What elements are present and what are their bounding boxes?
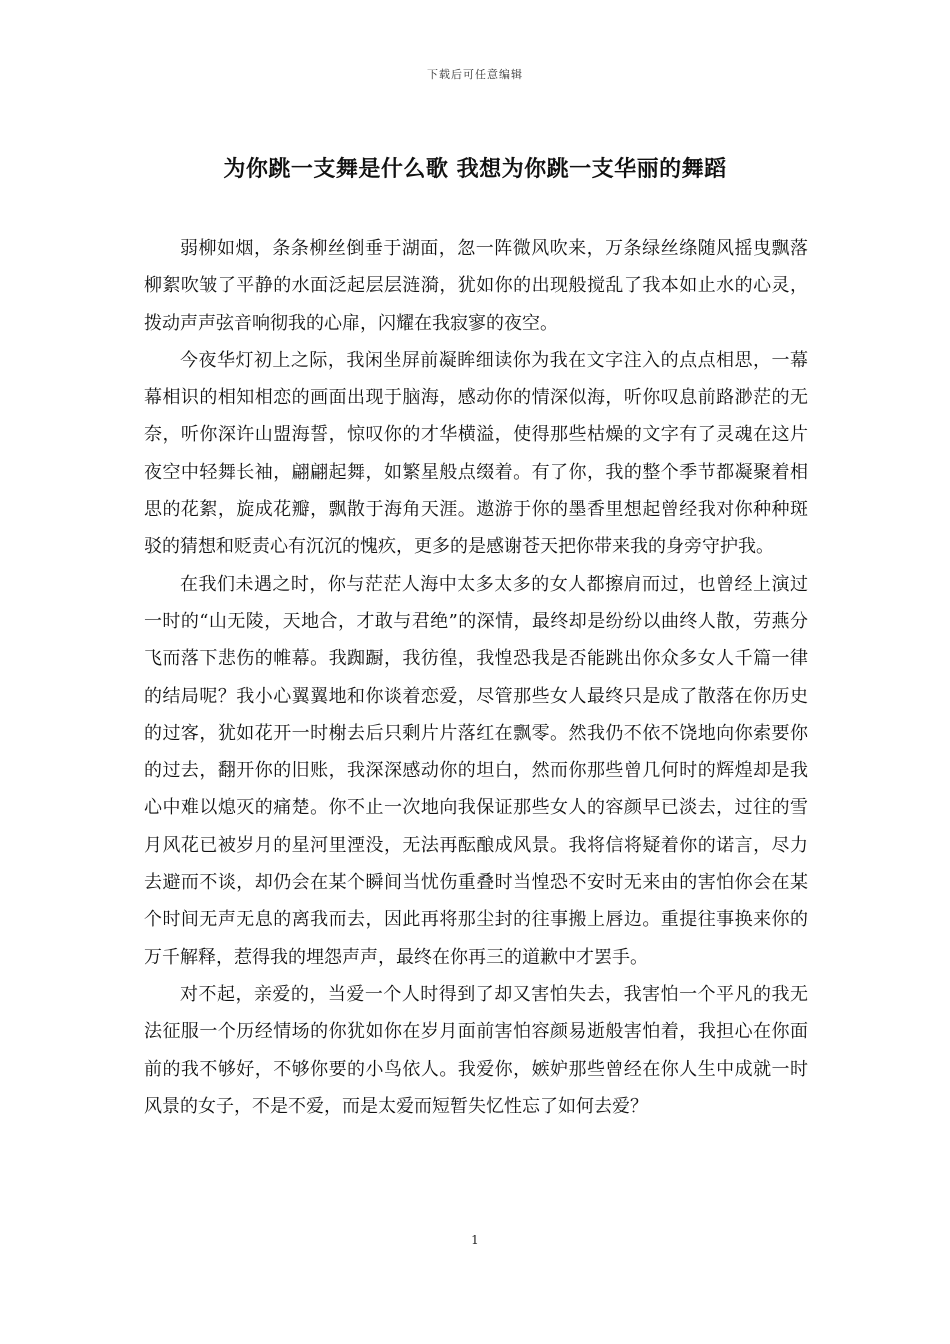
paragraph: 今夜华灯初上之际，我闲坐屏前凝眸细读你为我在文字注入的点点相思，一幕幕相识的相知相恋的画面出现于脑海，感动你的情深似海，听你叹息前路渺茫的无奈，听你深许山盟海誓，惊叹你的才华横溢，使得那些枯燥的文字有了灵魂在这片夜空中轻舞长袖，翩翩起舞，如繁星般点缀着。有了你，我的整个季节都凝聚着相思的花絮，旋成花瓣，飘散于海角天涯。遨游于你的墨香里想起曾经我对你种种斑驳的猜想和贬责心有沉沉的愧疚，更多的是感谢苍天把你带来我的身旁守护我。	[144, 349, 808, 558]
page-number: 1	[471, 1233, 479, 1247]
paragraph: 对不起，亲爱的，当爱一个人时得到了却又害怕失去，我害怕一个平凡的我无法征服一个历经情场的你犹如你在岁月面前害怕容颜易逝般害怕着，我担心在你面前的我不够好，不够你要的小鸟依人。我爱你，嫉妒那些曾经在你人生中成就一时风景的女子，不是不爱，而是太爱而短暂失忆性忘了如何去爱？	[144, 983, 808, 1117]
page-header: 下载后可任意编辑	[427, 68, 523, 81]
paragraph: 弱柳如烟，条条柳丝倒垂于湖面，忽一阵微风吹来，万条绿丝绦随风摇曳飘落柳絮吹皱了平静的水面泛起层层涟漪，犹如你的出现般搅乱了我本如止水的心灵，拨动声声弦音响彻我的心扉，闪耀在我寂寥的夜空。	[144, 238, 808, 334]
document-title: 为你跳一支舞是什么歌 我想为你跳一支华丽的舞蹈	[223, 156, 727, 182]
paragraph: 在我们未遇之时，你与茫茫人海中太多太多的女人都擦肩而过，也曾经上演过一时的“山无陵，天地合，才敢与君绝”的深情，最终却是纷纷以曲终人散，劳燕分飞而落下悲伤的帷幕。我踟蹰，我彷徨，我惶恐我是否能跳出你众多女人千篇一律的结局呢？我小心翼翼地和你谈着恋爱，尽管那些女人最终只是成了散落在你历史的过客，犹如花开一时榭去后只剩片片落红在飘零。然我仍不依不饶地向你索要你的过去，翻开你的旧账，我深深感动你的坦白，然而你那些曾几何时的辉煌却是我心中难以熄灭的痛楚。你不止一次地向我保证那些女人的容颜早已淡去，过往的雪月风花已被岁月的星河里湮没，无法再酝酿成风景。我将信将疑着你的诺言，尽力去避而不谈，却仍会在某个瞬间当忧伤重叠时当惶恐不安时无来由的害怕你会在某个时间无声无息的离我而去，因此再将那尘封的往事搬上唇边。重提往事换来你的万千解释，惹得我的埋怨声声，最终在你再三的道歉中才罢手。	[144, 573, 808, 968]
document-body	[144, 230, 808, 1125]
